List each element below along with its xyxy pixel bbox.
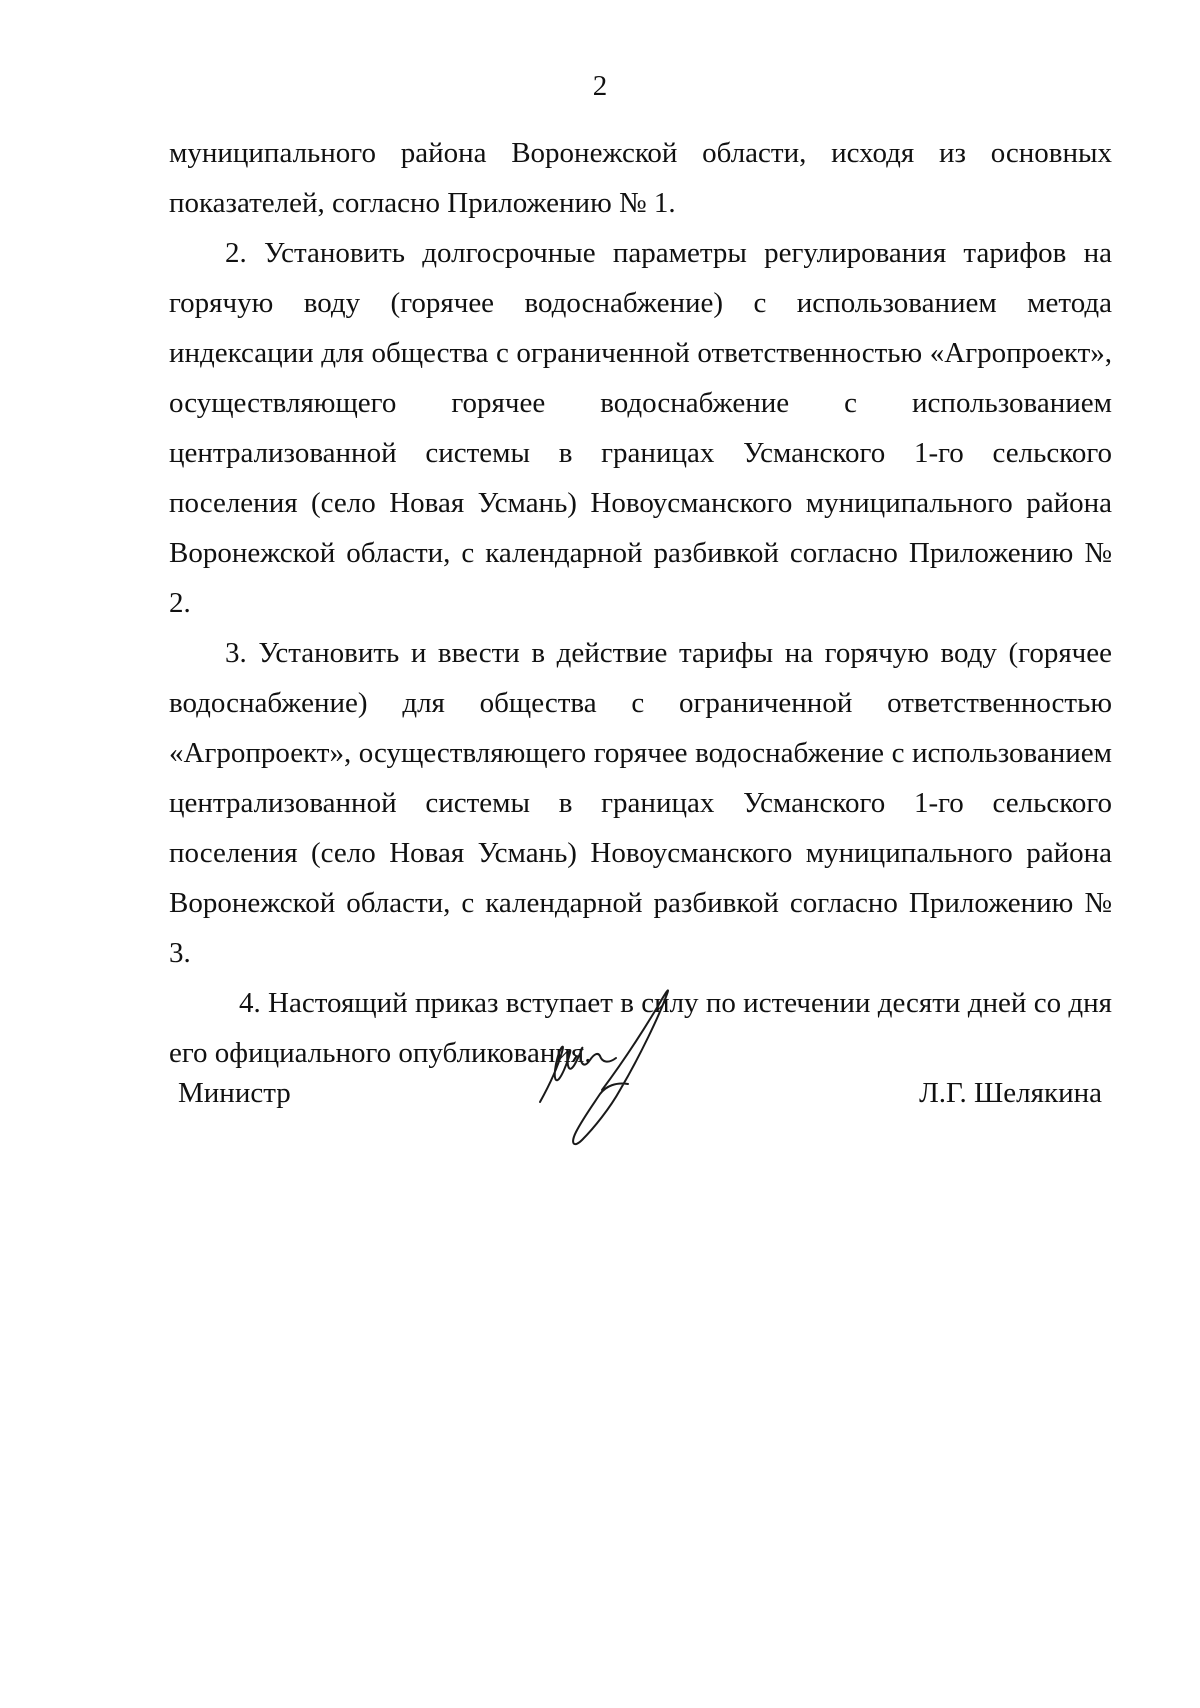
signature-block	[178, 1068, 1102, 1118]
document-body	[169, 128, 1112, 1078]
paragraph-continuation: муниципального района Воронежской области, исходя из основных показателей, согласно Приложению № 1.	[169, 137, 1112, 219]
paragraph-item-3: 3. Установить и ввести в действие тарифы на горячую воду (горячее водоснабжение) для общества с ограниченной ответственностью «Агропроект», осуществляющего горячее водоснабжение с использованием централизованной системы в границах Усманского 1-го сельского поселения (село Новая Усмань) Новоусманского муниципального района Воронежской области, с календарной разбивкой согласно Приложению № 3.	[169, 637, 1112, 969]
signer-position: Министр	[178, 1077, 291, 1109]
signer-name: Л.Г. Шелякина	[919, 1077, 1102, 1109]
paragraph-item-4: 4. Настоящий приказ вступает в силу по истечении десяти дней со дня его официального опубликования.	[169, 987, 1112, 1069]
paragraph-item-2: 2. Установить долгосрочные параметры регулирования тарифов на горячую воду (горячее водоснабжение) с использованием метода индексации для общества с ограниченной ответственностью «Агропроект», осуществляющего горячее водоснабжение с использованием централизованной системы в границах Усманского 1-го сельского поселения (село Новая Усмань) Новоусманского муниципального района Воронежской области, с календарной разбивкой согласно Приложению № 2.	[169, 237, 1112, 619]
page-number: 2	[592, 70, 608, 102]
